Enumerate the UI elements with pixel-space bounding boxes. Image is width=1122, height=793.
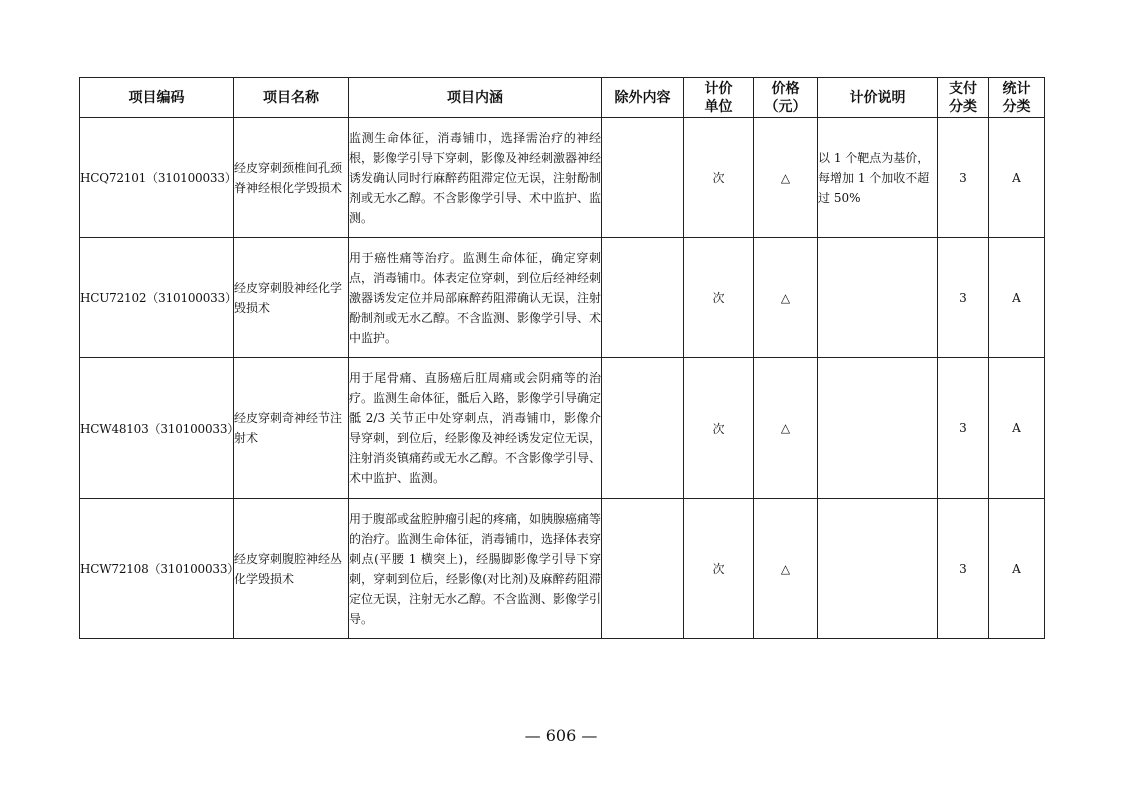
header-pricing-note: 计价说明 xyxy=(818,78,938,118)
cell-price: △ xyxy=(754,238,818,358)
cell-price: △ xyxy=(754,499,818,639)
page-number: — 606 — xyxy=(524,726,598,745)
cell-stat-category: A xyxy=(989,358,1045,499)
cell-price: △ xyxy=(754,118,818,238)
header-name: 项目名称 xyxy=(234,78,349,118)
header-content: 项目内涵 xyxy=(349,78,602,118)
cell-stat-category: A xyxy=(989,499,1045,639)
cell-content: 用于癌性痛等治疗。监测生命体征，确定穿刺点，消毒铺巾。体表定位穿刺，到位后经神经刺激器诱发定位并局部麻醉药阻滞确认无误，注射酚制剂或无水乙醇。不含监测、影像学引导、术中监护。 xyxy=(349,238,602,358)
table-row xyxy=(80,238,1045,358)
cell-content: 监测生命体征，消毒铺巾，选择需治疗的神经根，影像学引导下穿刺，影像及神经刺激器神经诱发确认同时行麻醉药阻滞定位无误，注射酚制剂或无水乙醇。不含影像学引导、术中监护、监测。 xyxy=(349,118,602,238)
cell-unit: 次 xyxy=(684,358,754,499)
cell-exclude xyxy=(602,499,684,639)
cell-price: △ xyxy=(754,358,818,499)
cell-pay-category: 3 xyxy=(938,358,989,499)
cell-exclude xyxy=(602,118,684,238)
table-header-row xyxy=(80,78,1045,118)
cell-unit: 次 xyxy=(684,118,754,238)
cell-code: HCW48103（310100033） xyxy=(80,358,234,499)
table-row xyxy=(80,358,1045,499)
header-exclude: 除外内容 xyxy=(602,78,684,118)
header-price: 价格 （元） xyxy=(754,78,818,118)
cell-pay-category: 3 xyxy=(938,499,989,639)
fee-table xyxy=(79,77,1045,639)
cell-name: 经皮穿刺腹腔神经丛化学毁损术 xyxy=(234,499,349,639)
cell-exclude xyxy=(602,238,684,358)
header-stat-category: 统计 分类 xyxy=(989,78,1045,118)
cell-name: 经皮穿刺颈椎间孔颈脊神经根化学毁损术 xyxy=(234,118,349,238)
cell-code: HCU72102（310100033） xyxy=(80,238,234,358)
cell-pay-category: 3 xyxy=(938,238,989,358)
cell-code: HCW72108（310100033） xyxy=(80,499,234,639)
cell-unit: 次 xyxy=(684,238,754,358)
cell-pricing-note: 以 1 个靶点为基价，每增加 1 个加收不超过 50% xyxy=(818,118,938,238)
cell-exclude xyxy=(602,358,684,499)
cell-stat-category: A xyxy=(989,118,1045,238)
header-code: 项目编码 xyxy=(80,78,234,118)
cell-pricing-note xyxy=(818,238,938,358)
cell-code: HCQ72101（310100033） xyxy=(80,118,234,238)
cell-pay-category: 3 xyxy=(938,118,989,238)
table-row xyxy=(80,499,1045,639)
cell-name: 经皮穿刺股神经化学毁损术 xyxy=(234,238,349,358)
cell-content: 用于尾骨痛、直肠癌后肛周痛或会阴痛等的治疗。监测生命体征，骶后入路，影像学引导确定骶 2/3 关节正中处穿刺点，消毒铺巾，影像介导穿刺，到位后，经影像及神经诱发定位无误，注射消炎镇痛药或无水乙醇。不含影像学引导、术中监护、监测。 xyxy=(349,358,602,499)
cell-pricing-note xyxy=(818,358,938,499)
table-row xyxy=(80,118,1045,238)
cell-unit: 次 xyxy=(684,499,754,639)
cell-content: 用于腹部或盆腔肿瘤引起的疼痛，如胰腺癌痛等的治疗。监测生命体征，消毒铺巾，选择体表穿刺点(平腰 1 横突上)，经腸脚影像学引导下穿刺，穿刺到位后，经影像(对比剂)及麻醉药阻滞定位无误，注射无水乙醇。不含监测、影像学引导。 xyxy=(349,499,602,639)
header-pay-category: 支付 分类 xyxy=(938,78,989,118)
cell-name: 经皮穿刺奇神经节注射术 xyxy=(234,358,349,499)
cell-stat-category: A xyxy=(989,238,1045,358)
header-unit: 计价 单位 xyxy=(684,78,754,118)
cell-pricing-note xyxy=(818,499,938,639)
